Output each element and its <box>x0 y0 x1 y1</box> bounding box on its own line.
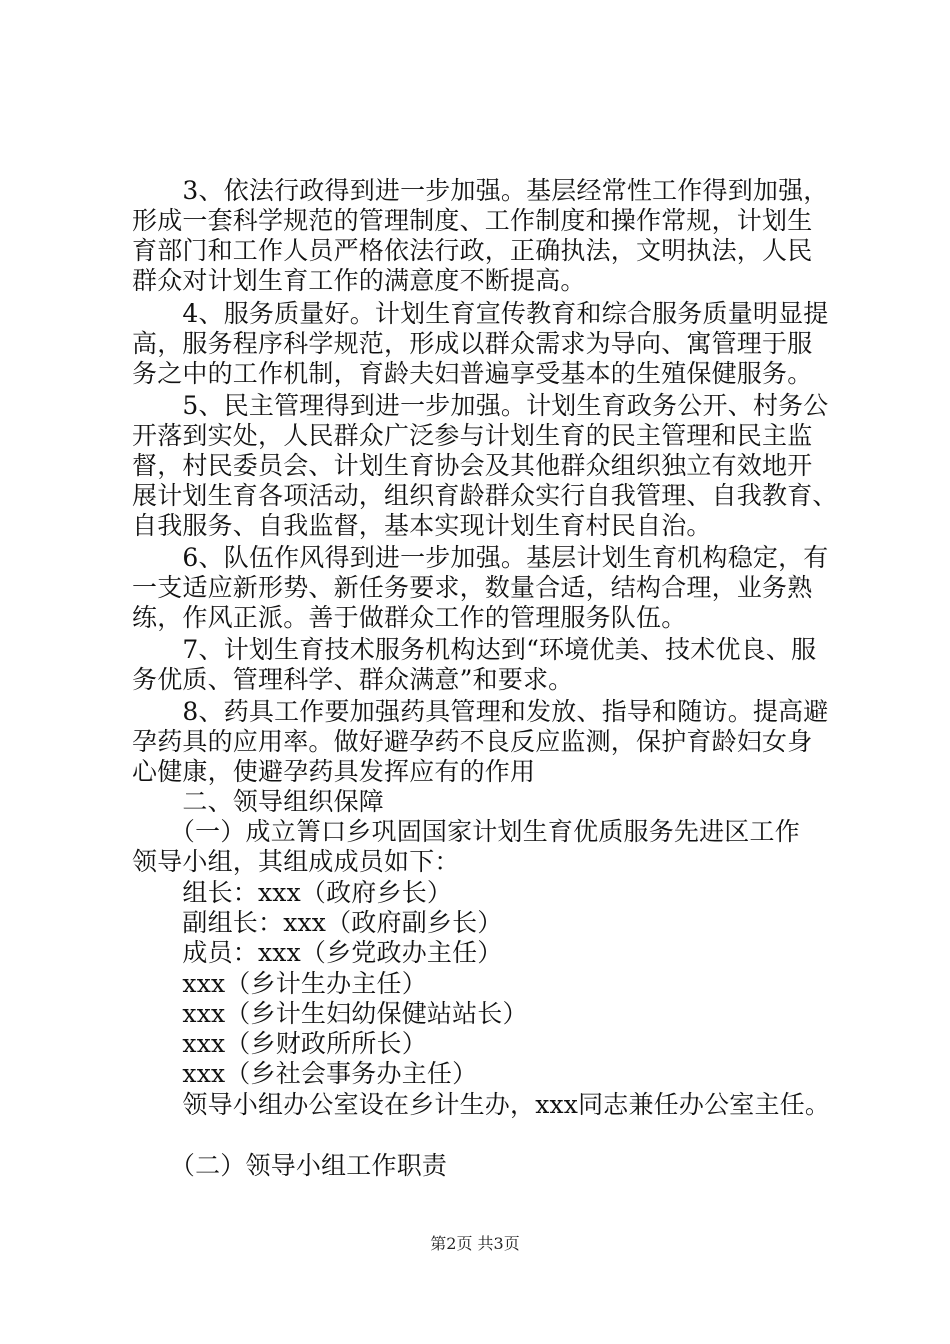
member-line: 组长：xxx（政府乡长） <box>132 878 453 907</box>
body-text-line: 高，服务程序科学规范，形成以群众需求为导向、寓管理于服 <box>132 329 813 358</box>
subsection-heading: （一）成立箐口乡巩固国家计划生育优质服务先进区工作 <box>132 817 800 846</box>
body-text-line: 务之中的工作机制，育龄夫妇普遍享受基本的生殖保健服务。 <box>132 359 813 388</box>
member-line: xxx（乡社会事务办主任） <box>132 1059 478 1088</box>
body-text-line: 群众对计划生育工作的满意度不断提高。 <box>132 266 586 295</box>
body-text-line: 孕药具的应用率。做好避孕药不良反应监测，保护育龄妇女身 <box>132 727 813 756</box>
member-line: xxx（乡计生办主任） <box>132 969 427 998</box>
section-heading: 二、领导组织保障 <box>132 787 385 816</box>
body-text-line: 务优质、管理科学、群众满意”和要求。 <box>132 665 574 694</box>
member-line: xxx（乡计生妇幼保健站站长） <box>132 999 528 1028</box>
body-text-line: 6、队伍作风得到进一步加强。基层计划生育机构稳定，有 <box>132 543 829 572</box>
body-text-line: 育部门和工作人员严格依法行政，正确执法，文明执法，人民 <box>132 236 813 265</box>
body-text-line: 5、民主管理得到进一步加强。计划生育政务公开、村务公 <box>132 391 829 420</box>
body-text-line: 心健康，使避孕药具发挥应有的作用 <box>132 757 536 786</box>
member-line: 副组长：xxx（政府副乡长） <box>132 908 503 937</box>
body-text-line: 领导小组办公室设在乡计生办，xxx同志兼任办公室主任。 <box>132 1090 831 1119</box>
body-text-line: 领导小组，其组成成员如下： <box>132 847 460 876</box>
body-text-line: 展计划生育各项活动，组织育龄群众实行自我管理、自我教育、 <box>132 481 838 510</box>
page-footer: 第2页 共3页 <box>430 1234 520 1253</box>
member-line: xxx（乡财政所所长） <box>132 1029 427 1058</box>
body-text-line: 开落到实处，人民群众广泛参与计划生育的民主管理和民主监 <box>132 421 813 450</box>
body-text-line: 4、服务质量好。计划生育宣传教育和综合服务质量明显提 <box>132 299 829 328</box>
body-text-line: 3、依法行政得到进一步加强。基层经常性工作得到加强， <box>132 176 829 205</box>
body-text-line: 督，村民委员会、计划生育协会及其他群众组织独立有效地开 <box>132 451 813 480</box>
body-text-line: 一支适应新形势、新任务要求，数量合适，结构合理，业务熟 <box>132 573 813 602</box>
subsection-heading: （二）领导小组工作职责 <box>132 1151 448 1180</box>
body-text-line: 自我服务、自我监督，基本实现计划生育村民自治。 <box>132 511 712 540</box>
member-line: 成员：xxx（乡党政办主任） <box>132 938 503 967</box>
body-text-line: 8、药具工作要加强药具管理和发放、指导和随访。提高避 <box>132 697 829 726</box>
body-text-line: 7、计划生育技术服务机构达到“环境优美、技术优良、服 <box>132 635 817 664</box>
body-text-line: 练，作风正派。善于做群众工作的管理服务队伍。 <box>132 603 687 632</box>
body-text-line: 形成一套科学规范的管理制度、工作制度和操作常规，计划生 <box>132 206 813 235</box>
